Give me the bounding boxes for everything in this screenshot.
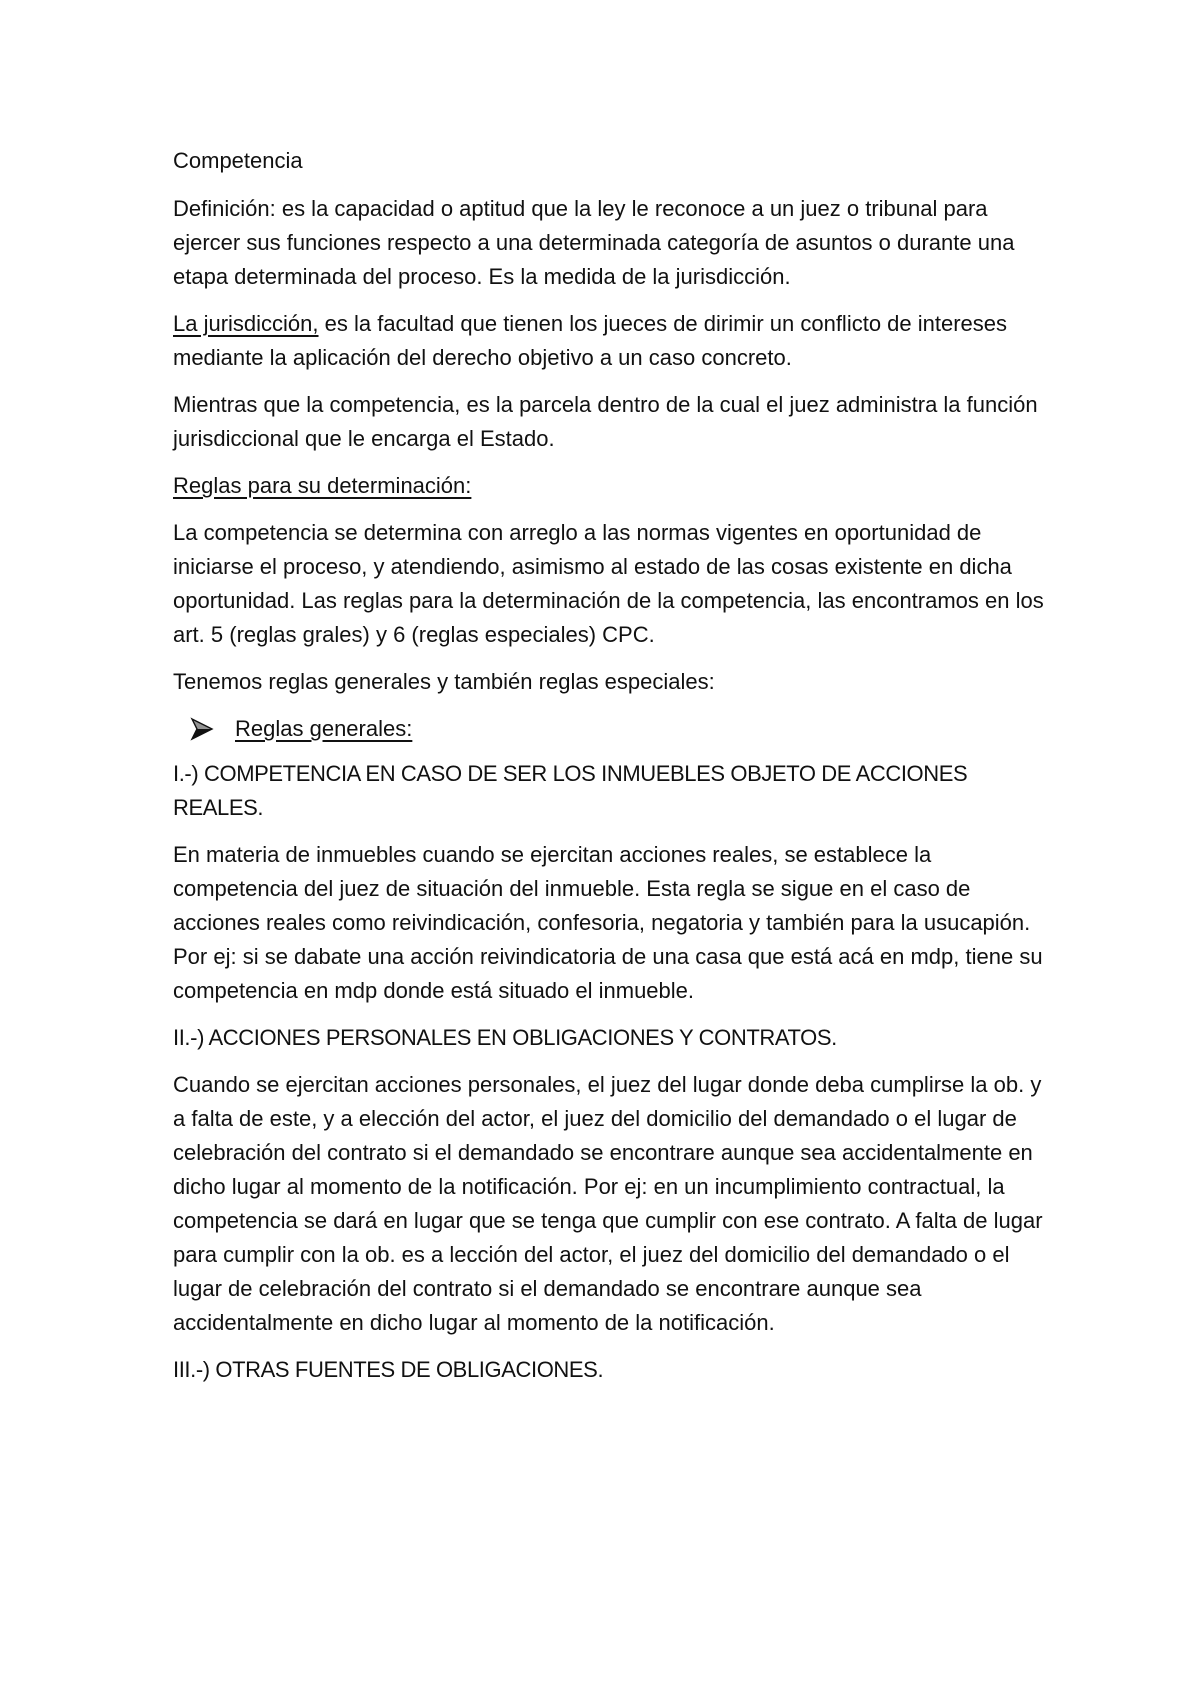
jurisdiction-term: La jurisdicción, xyxy=(173,311,319,336)
section-2-heading: II.-) ACCIONES PERSONALES EN OBLIGACIONES Y CONTRATOS. xyxy=(173,1025,837,1050)
rules-paragraph: La competencia se determina con arreglo a las normas vigentes en oportunidad de iniciarse el proceso, y atendiendo, asimismo al estado de las cosas existente en dicha oportunidad. Las reglas para la determinación de la competencia, las encontramos en los art. 5 (reglas grales) y 6 (reglas especiales) CPC. xyxy=(173,520,1044,647)
rules-intro: Tenemos reglas generales y también reglas especiales: xyxy=(173,669,715,694)
section-2-paragraph: Cuando se ejercitan acciones personales, el juez del lugar donde deba cumplirse la ob. y a falta de este, y a elección del actor, el juez del domicilio del demandado o el lugar de celebración del contrato si el demandado se encontrare aunque sea accidentalmente en dicho lugar al momento de la notificación. Por ej: en un incumplimiento contractual, la competencia se dará en lugar que se tenga que cumplir con ese contrato. A falta de lugar para cumplir con la ob. es a lección del actor, el juez del domicilio del demandado o el lugar de celebración del contrato si el demandado se encontrare aunque sea accidentalmente en dicho lugar al momento de la notificación. xyxy=(173,1072,1043,1335)
jurisdiction-paragraph xyxy=(173,307,1049,375)
general-rules-item xyxy=(189,712,1049,746)
definition-paragraph: Definición: es la capacidad o aptitud que la ley le reconoce a un juez o tribunal para ejercer sus funciones respecto a una determinada categoría de asuntos o durante una etapa determinada del proceso. Es la medida de la jurisdicción. xyxy=(173,196,1015,289)
document-title: Competencia xyxy=(173,148,303,173)
arrowhead-bullet-icon xyxy=(189,716,215,742)
document-body xyxy=(173,144,1049,1400)
rules-heading: Reglas para su determinación: xyxy=(173,473,472,498)
jurisdiction-text: es la facultad que tienen los jueces de dirimir un conflicto de intereses mediante la aplicación del derecho objetivo a un caso concreto. xyxy=(173,311,1008,370)
section-1-paragraph: En materia de inmuebles cuando se ejercitan acciones reales, se establece la competencia del juez de situación del inmueble. Esta regla se sigue en el caso de acciones reales como reivindicación, confesoria, negatoria y también para la usucapión. Por ej: si se dabate una acción reivindicatoria de una casa que está acá en mdp, tiene su competencia en mdp donde está situado el inmueble. xyxy=(173,842,1043,1003)
section-1-heading: I.-) COMPETENCIA EN CASO DE SER LOS INMUEBLES OBJETO DE ACCIONES REALES. xyxy=(173,761,968,820)
section-3-heading: III.-) OTRAS FUENTES DE OBLIGACIONES. xyxy=(173,1357,604,1382)
general-rules-label: Reglas generales: xyxy=(235,716,413,741)
competence-paragraph: Mientras que la competencia, es la parcela dentro de la cual el juez administra la función jurisdiccional que le encarga el Estado. xyxy=(173,392,1038,451)
